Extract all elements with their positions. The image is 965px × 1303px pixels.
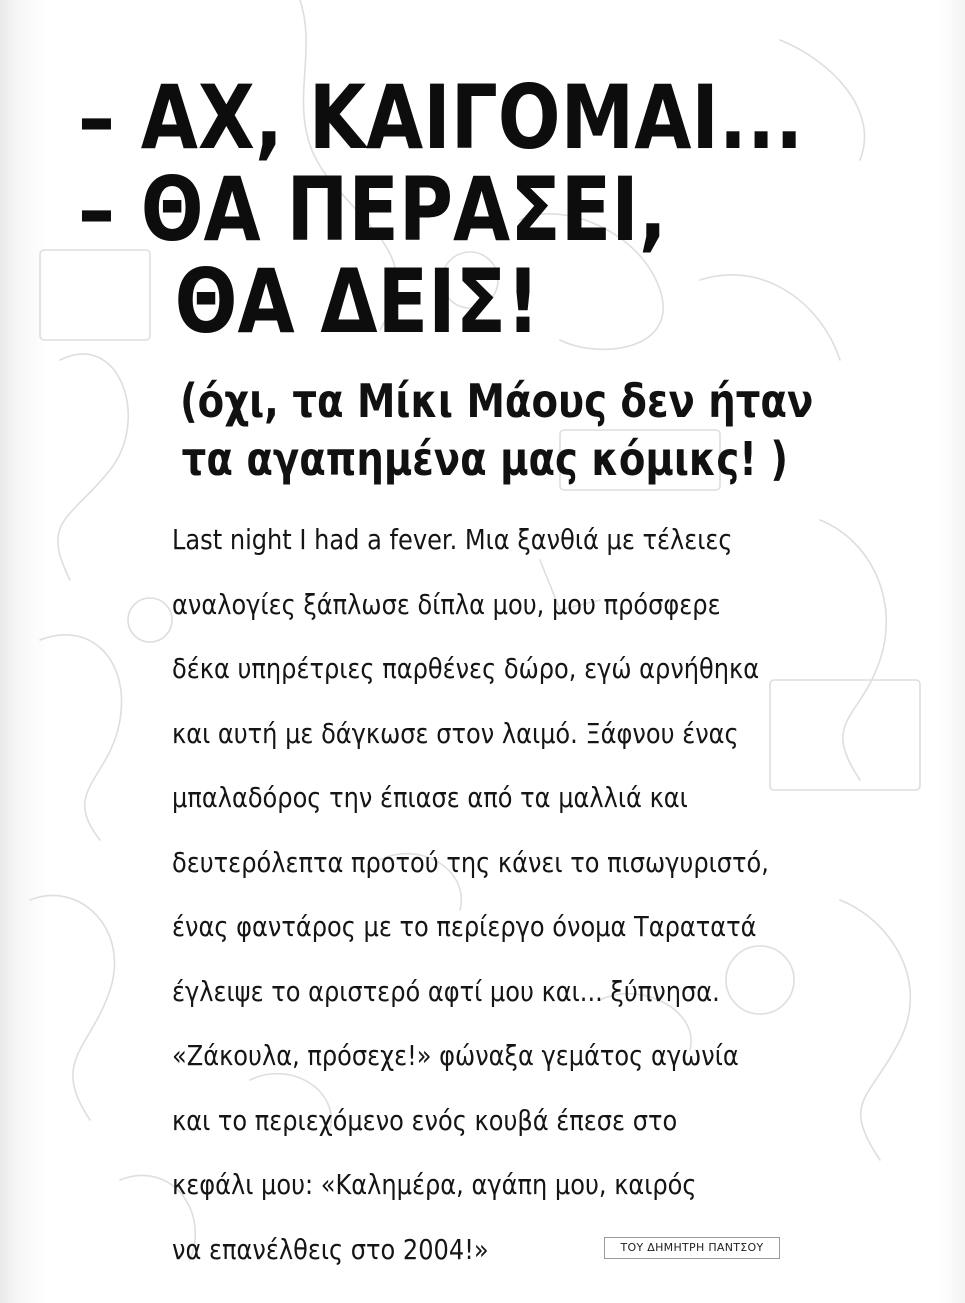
author-byline: ΤΟΥ ΔΗΜΗΤΡΗ ΠΑΝΤΣΟΥ	[604, 1237, 780, 1259]
subheading-line: τα αγαπημένα μας κόμικς! )	[181, 432, 789, 486]
article-line: και αυτή με δάγκωσε στον λαιμό. Ξάφνου ένας	[172, 716, 739, 750]
article-line: ένας φαντάρος με το περίεργο όνομα Ταρατατά	[172, 910, 757, 943]
headline-line: – ΘΑ ΠΕΡΑΣΕΙ,	[78, 158, 667, 261]
article-line: να επανέλθεις στο 2004!»	[172, 1232, 489, 1266]
article-line: Last night I had a fever. Μια ξανθιά με τέλειες	[172, 523, 733, 556]
headline	[78, 66, 804, 353]
article-line: έγλειψε το αριστερό αφτί μου και... ξύπνησα.	[172, 974, 720, 1008]
article-line: δευτερόλεπτα προτού της κάνει το πισωγυριστό,	[172, 845, 769, 879]
article-line: κεφάλι μου: «Καλημέρα, αγάπη μου, καιρός	[172, 1168, 697, 1201]
headline-line: ΘΑ ΔΕΙΣ!	[174, 250, 540, 353]
headline-line: – ΑΧ, ΚΑΙΓΟΜΑΙ...	[78, 66, 804, 169]
subheading	[180, 372, 813, 488]
article-line: μπαλαδόρος την έπιασε από τα μαλλιά και	[172, 781, 688, 814]
article-line: αναλογίες ξάπλωσε δίπλα μου, μου πρόσφερε	[172, 587, 721, 621]
article-line: «Ζάκουλα, πρόσεχε!» φώναξα γεμάτος αγωνία	[172, 1039, 739, 1072]
article-line: και το περιεχόμενο ενός κουβά έπεσε στο	[172, 1103, 678, 1137]
subheading-line: (όχι, τα Μίκι Μάους δεν ήταν	[180, 374, 814, 428]
article-line: δέκα υπηρέτριες παρθένες δώρο, εγώ αρνήθηκα	[172, 652, 760, 685]
article-body	[172, 508, 769, 1282]
